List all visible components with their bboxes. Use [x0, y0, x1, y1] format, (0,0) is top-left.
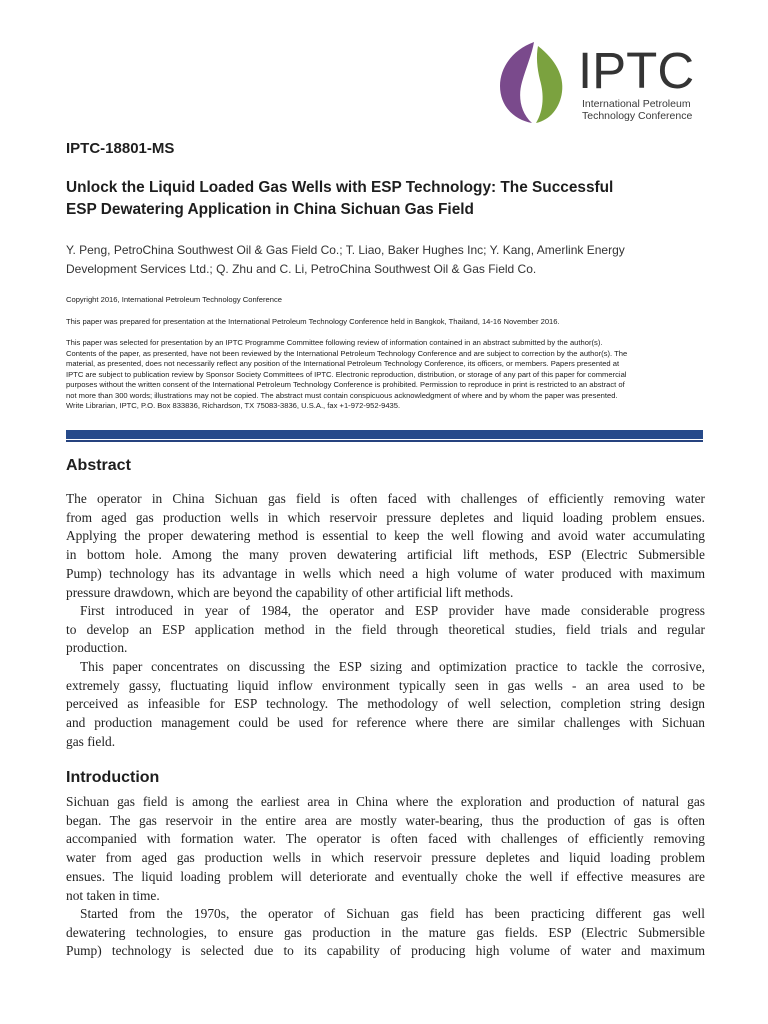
text-line: Started from the 1970s, the operator of Sichuan gas field has been practicing different gas well: [80, 906, 705, 921]
abstract-paragraph-3: [66, 658, 705, 752]
text-line: Sichuan gas field is among the earliest area in China where the exploration and production of natural gas: [66, 794, 705, 809]
text-line: and production management could be used for reference where there are similar challenges with Sichuan: [66, 715, 705, 731]
authors-line: Y. Peng, PetroChina Southwest Oil & Gas Field Co.; T. Liao, Baker Hughes Inc; Y. Kang, Amerlink Energy: [66, 243, 625, 257]
text-line: dewatering technologies, to ensure gas production in the mature gas fields. ESP (Electric Submersible: [66, 924, 705, 940]
copyright-line: Copyright 2016, International Petroleum Technology Conference: [66, 295, 282, 304]
text-line: First introduced in year of 1984, the operator and ESP provider have made considerable progress: [80, 603, 705, 618]
abstract-paragraph-2: [66, 602, 705, 658]
selection-notice: [66, 338, 716, 412]
text-line: production.: [66, 640, 128, 656]
text-line: This paper concentrates on discussing the ESP sizing and optimization practice to tackle the corrosive,: [80, 659, 705, 674]
selection-line: material, as presented, does not necessarily reflect any position of the International Petroleum Technology Conference, its officers, or members. Papers presented at: [66, 359, 620, 368]
abstract-heading: Abstract: [66, 457, 131, 474]
selection-line: This paper was selected for presentation by an IPTC Programme Committee following review of information contained in an abstract submitted by the author(s).: [66, 338, 603, 347]
logo-subtitle: [582, 98, 692, 122]
introduction-paragraph-2: [66, 905, 705, 961]
text-line: from aged gas production wells in which reservoir pressure depletes and liquid loading problem ensues.: [66, 509, 705, 525]
selection-line: Contents of the paper, as presented, have not been reviewed by the International Petroleum Technology Conference and are subject to correction by the author(s). The: [66, 348, 628, 358]
logo-subtitle-line: Technology Conference: [582, 110, 693, 122]
section-divider: [66, 430, 703, 442]
text-line: pressure drawdown, which are beyond the capability of other artificial lift methods.: [66, 584, 514, 600]
text-line: began. The gas reservoir in the entire area are mostly water-bearing, thus the production of gas is often: [66, 812, 705, 828]
title-line: ESP Dewatering Application in China Sichuan Gas Field: [66, 201, 474, 218]
introduction-heading: Introduction: [66, 769, 160, 786]
text-line: Applying the proper dewatering method is essential to keep the well flowing and avoid water accumulating: [66, 528, 705, 544]
iptc-logo: [498, 40, 708, 125]
prepared-notice: [66, 317, 716, 328]
text-line: gas field.: [66, 733, 116, 749]
text-line: water from aged gas production wells in which reservoir pressure depletes and liquid loading problem: [66, 850, 705, 866]
text-line: to develop an ESP application method in the field through theoretical studies, field trials and regular: [66, 621, 705, 637]
paper-id: IPTC-18801-MS: [66, 140, 175, 157]
prepared-line: This paper was prepared for presentation at the International Petroleum Technology Conference held in Bangkok, Thailand, 14-16 November 2016.: [66, 317, 560, 326]
text-line: not taken in time.: [66, 887, 160, 903]
text-line: extremely gassy, fluctuating liquid inflow environment typically seen in gas wells - an area used to be: [66, 677, 705, 693]
abstract-paragraph-1: [66, 490, 705, 602]
authors: [66, 241, 716, 279]
selection-line: IPTC are subject to publication review by Sponsor Society Committees of IPTC. Electronic reproduction, distribution, or storage of any part of this paper for commercial: [66, 369, 627, 379]
text-line: Pump) technology has its advantage in wells which need a high volume of water produced with maximum: [66, 565, 705, 581]
text-line: The operator in China Sichuan gas field is often faced with challenges of efficiently removing water: [66, 491, 705, 506]
authors-line: Development Services Ltd.; Q. Zhu and C. Li, PetroChina Southwest Oil & Gas Field Co.: [66, 262, 537, 276]
selection-line: Write Librarian, IPTC, P.O. Box 833836, Richardson, TX 75083-3836, U.S.A., fax +1-972-952-9435.: [66, 401, 401, 410]
paper-title: [66, 177, 716, 221]
copyright-notice: [66, 295, 716, 306]
title-line: Unlock the Liquid Loaded Gas Wells with ESP Technology: The Successful: [66, 179, 614, 196]
text-line: ensues. The liquid loading problem will deteriorate and eventually choke the well if effective measures are: [66, 868, 705, 884]
logo-subtitle-line: International Petroleum: [582, 98, 691, 110]
selection-line: not more than 300 words; illustrations may not be copied. The abstract must contain conspicuous acknowledgment of where and by whom the paper was presented.: [66, 390, 618, 400]
iptc-droplet-icon: [498, 40, 568, 125]
logo-green-leaf: [536, 46, 562, 123]
introduction-paragraph-1: [66, 793, 705, 905]
text-line: accompanied with formation water. The operator is often faced with challenges of efficiently removing: [66, 831, 705, 847]
logo-purple-leaf: [500, 42, 534, 123]
text-line: Pump) technology is selected due to its capability of producing high volume of water and maximum: [66, 943, 705, 959]
text-line: in bottom hole. Among the many proven dewatering artificial lift methods, ESP (Electric Submersible: [66, 547, 705, 563]
logo-wordmark: IPTC: [578, 42, 695, 99]
selection-line: purposes without the written consent of the International Petroleum Technology Conference is prohibited. Permission to reproduce in print is restricted to an abstract of: [66, 380, 625, 389]
text-line: perceived as infeasible for ESP technology. The methodology of well selection, completion string design: [66, 696, 705, 712]
